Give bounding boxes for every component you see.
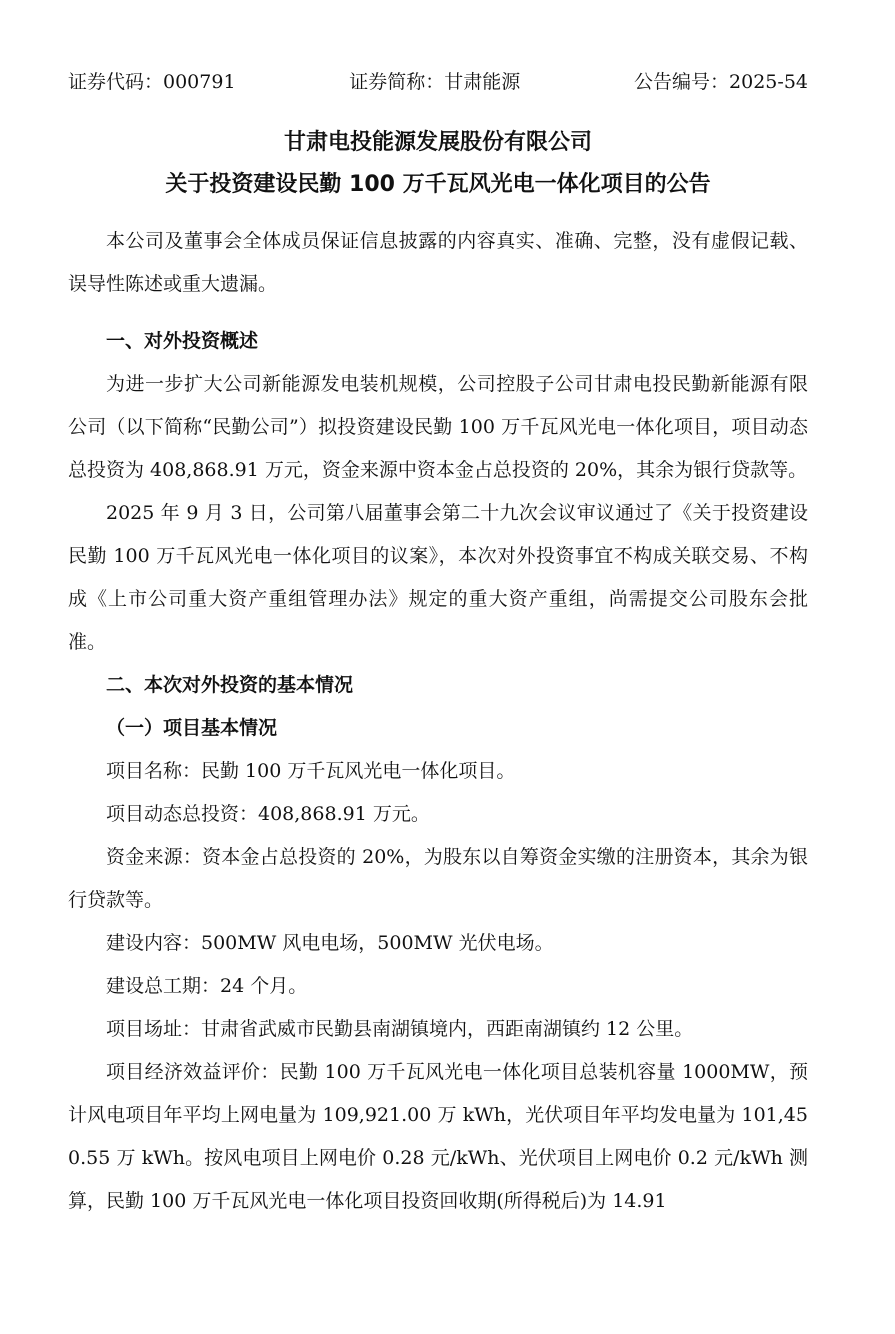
intro-statement: 本公司及董事会全体成员保证信息披露的内容真实、准确、完整，没有虚假记载、误导性陈述或重大遗漏。 bbox=[68, 230, 808, 295]
stock-short-name: 证券简称：甘肃能源 bbox=[349, 71, 521, 93]
section-1-heading: 一、对外投资概述 bbox=[106, 330, 259, 352]
document-page bbox=[68, 64, 808, 1223]
project-name: 项目名称：民勤 100 万千瓦风光电一体化项目。 bbox=[106, 760, 516, 782]
stock-code: 证券代码：000791 bbox=[68, 71, 236, 93]
project-content: 建设内容：500MW 风电电场，500MW 光伏电场。 bbox=[106, 932, 554, 954]
section-1-paragraph-1: 为进一步扩大公司新能源发电装机规模，公司控股子公司甘肃电投民勤新能源有限公司（以下简称“民勤公司”）拟投资建设民勤 100 万千瓦风光电一体化项目，项目动态总投资为 408,868.91 万元，资金来源中资本金占总投资的 20%，其余为银行贷款等。 bbox=[68, 373, 808, 481]
project-investment: 项目动态总投资：408,868.91 万元。 bbox=[106, 803, 430, 825]
section-2-heading: 二、本次对外投资的基本情况 bbox=[106, 674, 354, 696]
company-title: 甘肃电投能源发展股份有限公司 bbox=[283, 130, 592, 155]
notice-number: 公告编号：2025-54 bbox=[634, 71, 808, 93]
notice-header bbox=[68, 64, 808, 100]
project-site: 项目场址：甘肃省武威市民勤县南湖镇境内，西距南湖镇约 12 公里。 bbox=[106, 1018, 694, 1040]
project-economics: 项目经济效益评价：民勤 100 万千瓦风光电一体化项目总装机容量 1000MW，预计风电项目年平均上网电量为 109,921.00 万 kWh，光伏项目年平均发电量为 101,450.55 万 kWh。按风电项目上网电价 0.28 元/kWh、光伏项目上网电价 0.2 元/kWh 测算，民勤 100 万千瓦风光电一体化项目投资回收期(所得税后)为 14.91 bbox=[68, 1061, 808, 1212]
project-period: 建设总工期：24 个月。 bbox=[106, 975, 308, 997]
section-1-paragraph-2: 2025 年 9 月 3 日，公司第八届董事会第二十九次会议审议通过了《关于投资建设民勤 100 万千瓦风光电一体化项目的议案》，本次对外投资事宜不构成关联交易、不构成《上市公司重大资产重组管理办法》规定的重大资产重组，尚需提交公司股东会批准。 bbox=[68, 502, 808, 653]
project-funding: 资金来源：资本金占总投资的 20%，为股东以自筹资金实缴的注册资本，其余为银行贷款等。 bbox=[68, 846, 808, 911]
notice-title: 关于投资建设民勤 100 万千瓦风光电一体化项目的公告 bbox=[165, 172, 711, 197]
section-2-subheading: （一）项目基本情况 bbox=[106, 717, 278, 739]
